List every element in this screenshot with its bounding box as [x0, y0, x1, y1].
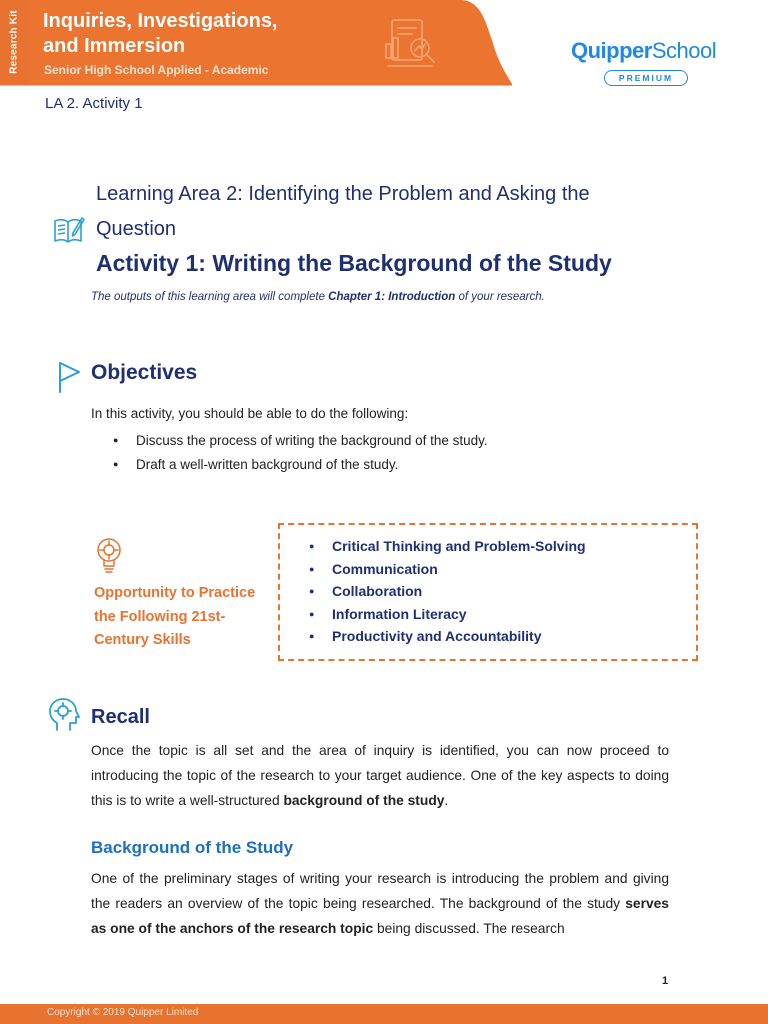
course-title: Inquiries, Investigations, and Immersion — [43, 10, 278, 57]
background-heading: Background of the Study — [91, 838, 294, 857]
footer-bar — [0, 1004, 768, 1024]
recall-paragraph: Once the topic is all set and the area of inquiry is identified, you can now proceed to introducing the topic of the research to your target audience. One of the key aspects to doing this is to write a well-structured background of the study. — [91, 743, 669, 808]
research-kit-tab — [0, 0, 28, 84]
course-subtitle: Senior High School Applied - Academic — [44, 63, 269, 77]
list-item: ● Collaboration — [309, 581, 586, 604]
list-item: ● Discuss the process of writing the background of the study. — [113, 430, 488, 454]
list-item: ● Information Literacy — [309, 604, 586, 627]
objectives-heading: Objectives — [91, 361, 198, 384]
premium-badge: PREMIUM — [604, 70, 688, 86]
list-item: ● Productivity and Accountability — [309, 626, 586, 649]
recall-heading: Recall — [91, 706, 150, 728]
objectives-intro: In this activity, you should be able to do the following: — [91, 406, 409, 421]
outputs-note: The outputs of this learning area will complete Chapter 1: Introduction of your research. — [91, 291, 545, 303]
list-item: ● Critical Thinking and Problem-Solving — [309, 536, 586, 559]
open-book-pencil-icon — [53, 215, 85, 245]
activity-title: Activity 1: Writing the Background of the Study — [96, 250, 612, 276]
page-number: 1 — [662, 975, 669, 987]
flag-icon — [56, 360, 82, 394]
research-kit-label: Research Kit — [8, 10, 20, 74]
quipper-school-logo: QuipperSchool — [571, 38, 717, 63]
list-item: ● Communication — [309, 559, 586, 582]
skills-label: Opportunity to Practice the Following 21st-Century Skills — [94, 585, 256, 648]
activity-reference: LA 2. Activity 1 — [45, 95, 143, 112]
background-paragraph: One of the preliminary stages of writing your research is introducing the problem and giving the readers an overview of the topic being researched. The background of the study serves as one of the anchors of the research topic being discussed. The research — [91, 871, 669, 936]
brain-gear-icon — [95, 536, 125, 576]
research-chart-icon — [382, 14, 442, 74]
learning-area-title: Learning Area 2: Identifying the Problem and Asking the Question — [96, 183, 590, 240]
head-idea-icon — [48, 698, 80, 732]
list-item: ● Draft a well-written background of the study. — [113, 454, 488, 478]
skills-list — [309, 536, 586, 649]
objectives-list — [113, 430, 488, 478]
copyright-text: Copyright © 2019 Quipper Limited — [47, 1007, 199, 1018]
